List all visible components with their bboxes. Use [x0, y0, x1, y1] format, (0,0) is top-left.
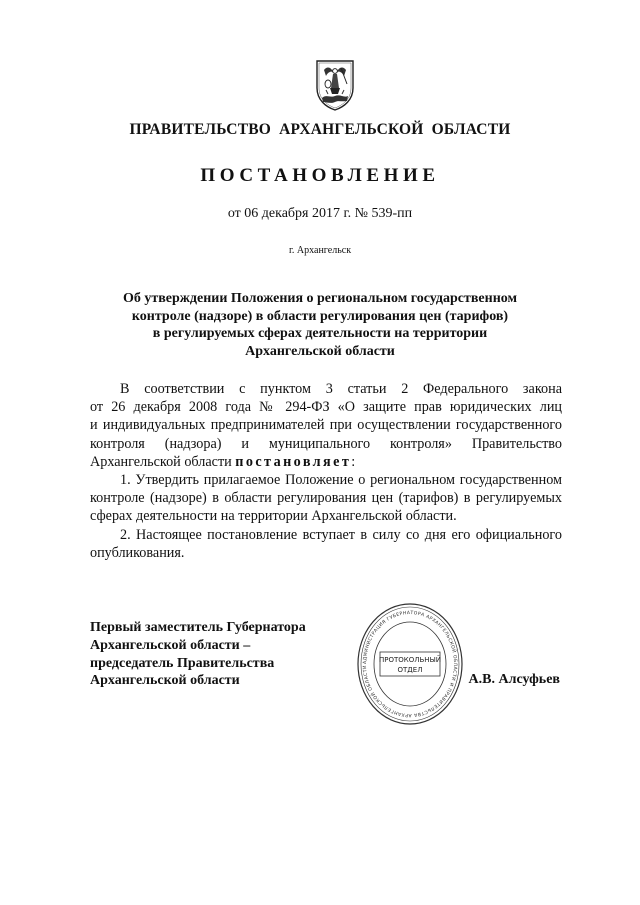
subject-line: Архангельской области: [245, 343, 395, 359]
document-subject: [100, 290, 540, 360]
subject-line: контроле (надзоре) в области регулирования цен (тарифов): [131, 308, 509, 324]
subject-line: в регулируемых сферах деятельности на территории: [152, 326, 488, 342]
item-1-line: 1. Утвердить прилагаемое Положение о региональном государственном: [120, 472, 562, 489]
signer-title-line: Архангельской области –: [90, 637, 251, 653]
stamp-center-line: ПРОТОКОЛЬНЫЙ: [378, 656, 442, 664]
arkhangelsk-coat-of-arms-icon: [314, 58, 356, 112]
intro-last-line: [90, 453, 562, 471]
decree-colon: :: [351, 453, 356, 470]
item-1-line: контроле (надзоре) в области регулирования цен (тарифов) в регулируемых: [90, 490, 562, 507]
intro-line: контроля (надзора) и муниципального контроля» Правительство: [90, 435, 562, 452]
subject-line: Об утверждении Положения о региональном государственном: [122, 291, 518, 306]
item-2-line: опубликования.: [90, 544, 185, 561]
document-body: [90, 380, 562, 562]
official-stamp: [356, 602, 464, 726]
document-city: г. Архангельск: [288, 245, 352, 256]
document-type-title: ПОСТАНОВЛЕНИЕ: [200, 165, 440, 186]
stamp-center-line: ОТДЕЛ: [397, 666, 423, 674]
document-date-number: от 06 декабря 2017 г. № 539-пп: [227, 206, 413, 221]
stamp-ring-text: АДМИНИСТРАЦИЯ ГУБЕРНАТОРА АРХАНГЕЛЬСКОЙ ОБЛАСТИ И ПРАВИТЕЛЬСТВА АРХАНГЕЛЬСКОЙ ОБЛАСТИ: [362, 610, 458, 718]
intro-line: В соответствии с пунктом 3 статьи 2 Федерального закона: [120, 381, 562, 397]
decree-word: постановляет: [235, 453, 352, 470]
signer-title-line: председатель Правительства: [90, 655, 275, 671]
intro-last-text: Архангельской области: [90, 453, 236, 470]
signer-name: А.В. Алсуфьев: [468, 672, 560, 687]
intro-line: от 26 декабря 2008 года № 294-ФЗ «О защите прав юридических лиц: [90, 399, 562, 416]
signer-title-line: Архангельской области: [90, 673, 240, 689]
item-1-line: сферах деятельности на территории Архангельской области.: [90, 508, 457, 525]
signer-title-line: Первый заместитель Губернатора: [90, 620, 306, 635]
intro-line: и индивидуальных предпринимателей при осуществлении государственного: [90, 417, 562, 434]
item-2-line: 2. Настоящее постановление вступает в силу со дня его официального: [120, 526, 562, 543]
signer-title: [90, 619, 350, 690]
government-title: ПРАВИТЕЛЬСТВО АРХАНГЕЛЬСКОЙ ОБЛАСТИ: [129, 121, 511, 138]
